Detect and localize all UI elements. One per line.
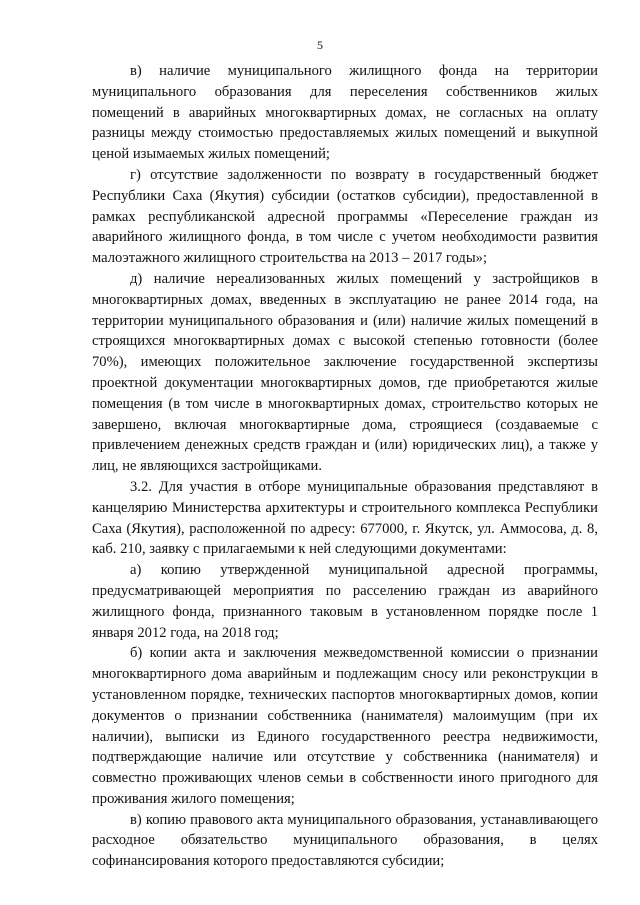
paragraph-item-a-program-copy: а) копию утвержденной муниципальной адресной программы, предусматривающей мероприятия по расселению граждан из аварийного жилищного фонда, признанного таковым в установленном порядке после 1 января 2012 года, на 2018 год; bbox=[92, 562, 598, 641]
paragraph-item-g-no-debt: г) отсутствие задолженности по возврату в государственный бюджет Республики Саха (Якутия) субсидии (остатков субсидии), предоставленной в рамках республиканской адресной программы «Переселение граждан из аварийного жилищного фонда, в том числе с учетом необходимости развития малоэтажного жилищного строительства на 2013 – 2017 годы»; bbox=[92, 166, 598, 267]
paragraph-item-b-commission-acts: б) копии акта и заключения межведомственной комиссии о признании многоквартирного дома аварийным и подлежащим сносу или реконструкции в установленном порядке, технических паспортов многоквартирных домов, копии документов о признании собственника (нанимателя) малоимущим (при их наличии), выписки из Единого государственного реестра недвижимости, подтверждающие наличие или отсутствие у собственника (нанимателя) и совместно проживающих членов семьи в собственности иного пригодного для проживания жилого помещения; bbox=[92, 645, 598, 807]
paragraph-item-v-housing-fund: в) наличие муниципального жилищного фонда на территории муниципального образования для переселения собственников жилых помещений в аварийных многоквартирных домах, не согласных на оплату разницы между стоимостью предоставляемых жилых помещений и выкупной ценой изымаемых жилых помещений; bbox=[92, 63, 598, 163]
paragraph-item-d-unsold-housing: д) наличие нереализованных жилых помещений у застройщиков в многоквартирных домах, введенных в эксплуатацию не ранее 2014 года, на территории муниципального образования и (или) наличие жилых помещений в строящихся многоквартирных домах с высокой степенью готовности (более 70%), имеющих положительное заключение государственной экспертизы проектной документации многоквартирных домов, где приобретаются жилые помещения (в том числе в многоквартирных домах, строительство которых не завершено, включая многоквартирные дома, строящиеся (создаваемые с привлечением денежных средств граждан и (или) юридических лиц), а также у лиц, не являющихся застройщиками. bbox=[92, 270, 598, 475]
paragraph-item-v-legal-act: в) копию правового акта муниципального образования, устанавливающего расходное обязательство муниципального образования, в целях софинансирования которого предоставляются субсидии; bbox=[92, 811, 598, 870]
paragraph-section-3-2: 3.2. Для участия в отборе муниципальные образования представляют в канцелярию Министерства архитектуры и строительного комплекса Республики Саха (Якутия), расположенной по адресу: 677000, г. Якутск, ул. Аммосова, д. 8, каб. 210, заявку с прилагаемыми к ней следующими документами: bbox=[92, 478, 598, 558]
page-number: 5 bbox=[317, 38, 323, 52]
document-body bbox=[92, 61, 598, 872]
